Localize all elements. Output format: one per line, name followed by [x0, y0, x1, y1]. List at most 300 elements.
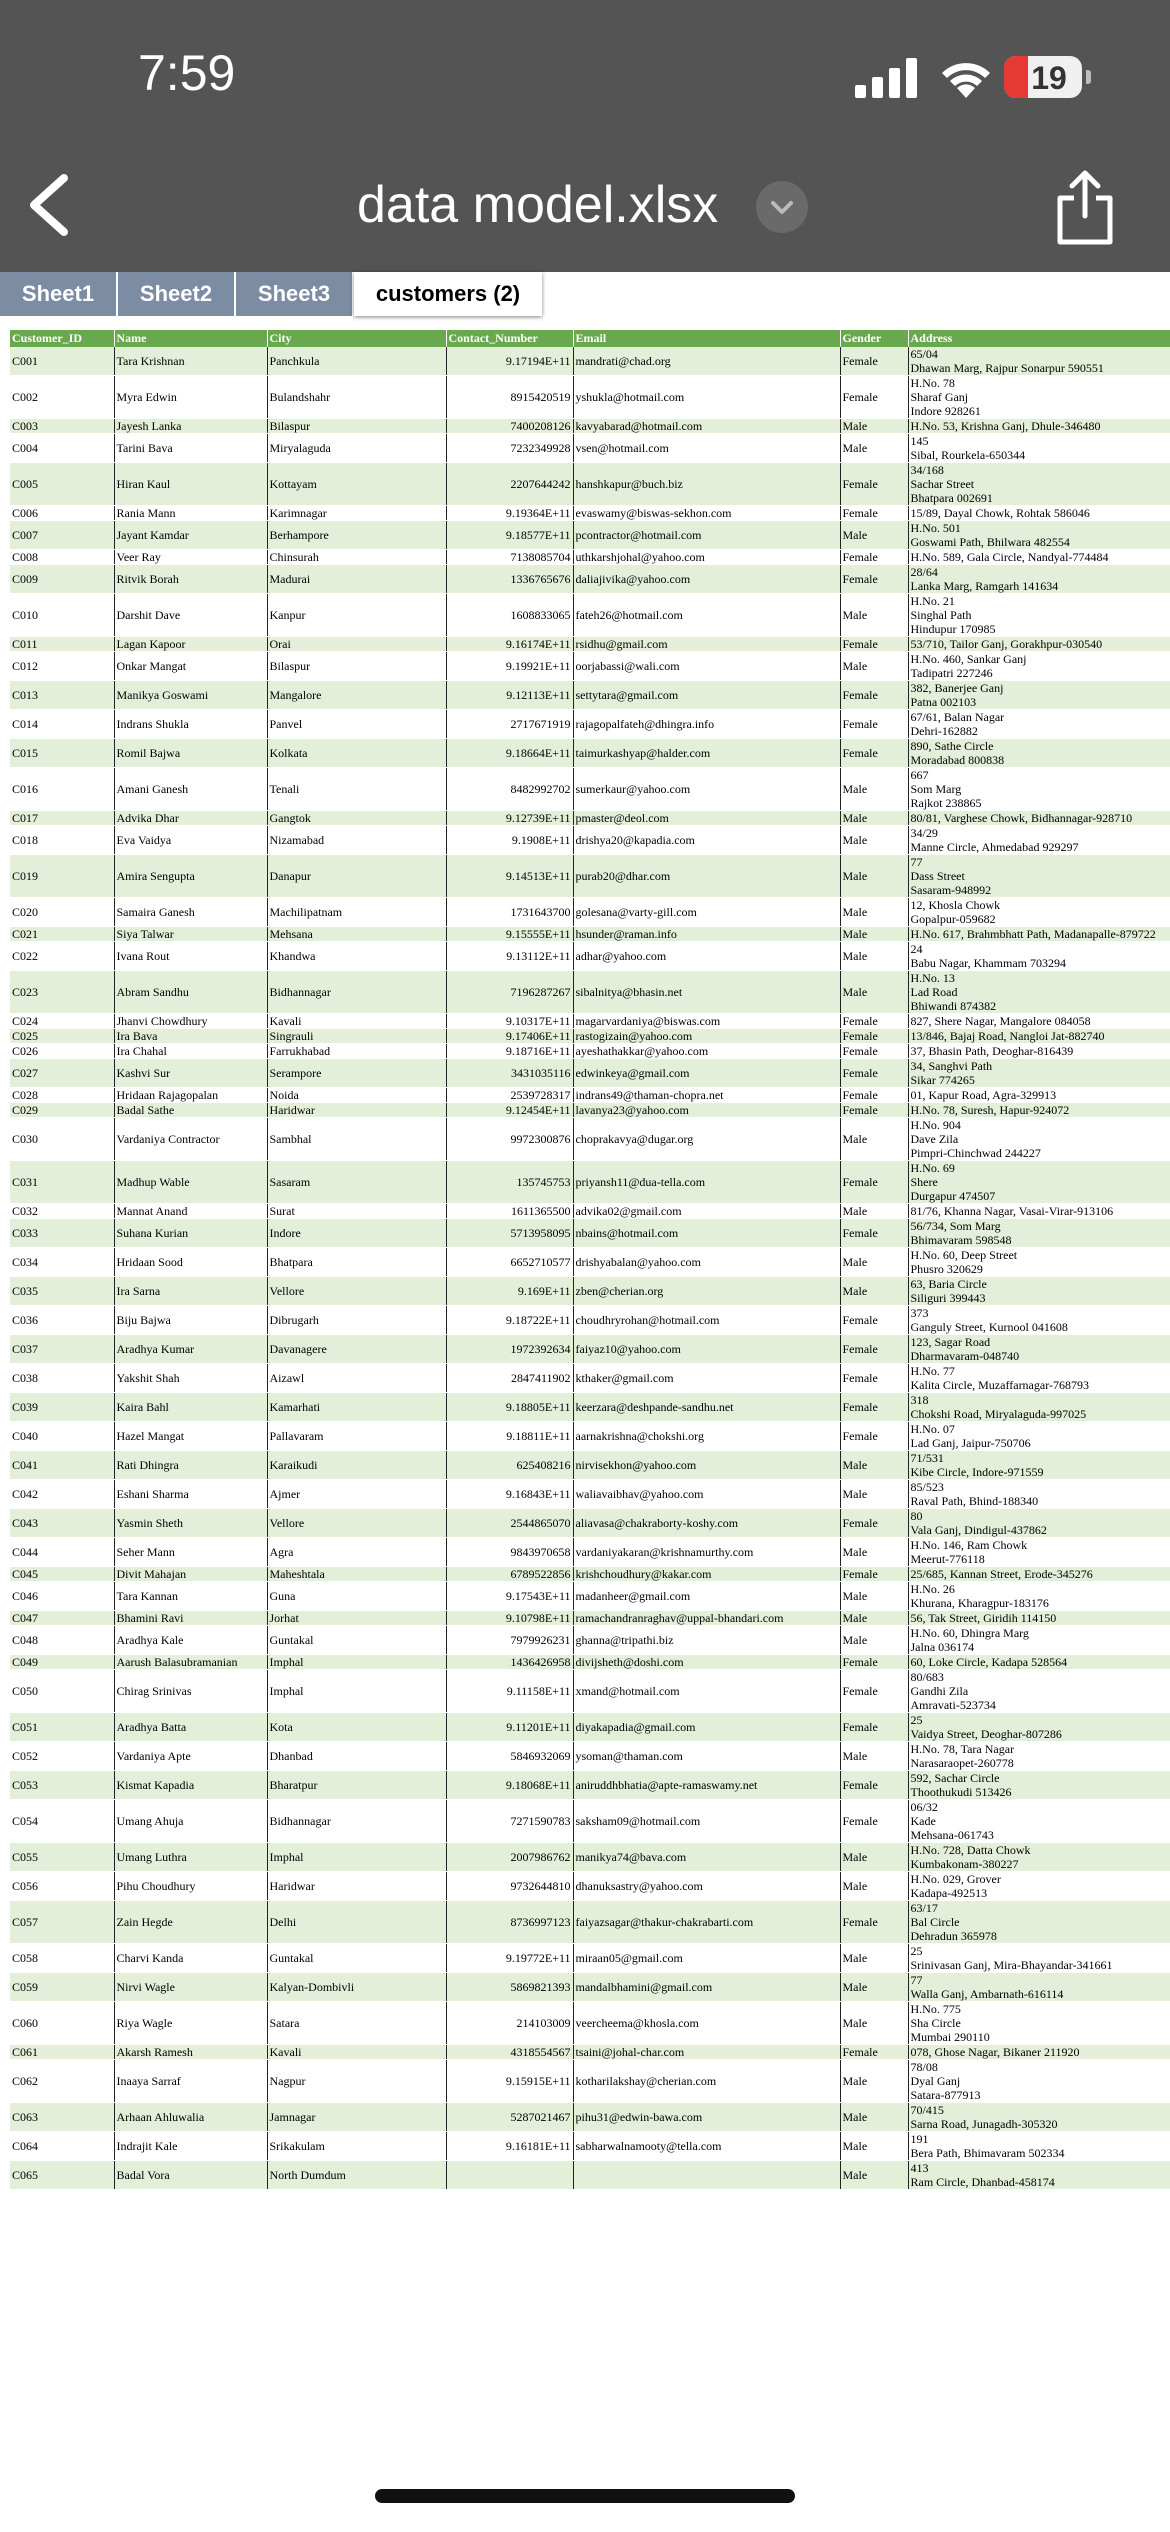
cell-email[interactable]: faiyaz10@yahoo.com [573, 1335, 840, 1364]
cell-city[interactable]: Guntakal [267, 1944, 446, 1973]
cell-customer-id[interactable]: C017 [10, 811, 114, 826]
cell-address[interactable]: 145 Sibal, Rourkela-650344 [908, 434, 1170, 463]
cell-customer-id[interactable]: C054 [10, 1800, 114, 1843]
cell-contact-number[interactable]: 2847411902 [446, 1364, 573, 1393]
cell-city[interactable]: Delhi [267, 1901, 446, 1944]
cell-city[interactable]: Guna [267, 1582, 446, 1611]
column-header-email[interactable]: Email [573, 330, 840, 347]
cell-city[interactable]: Karaikudi [267, 1451, 446, 1480]
cell-name[interactable]: Inaaya Sarraf [114, 2060, 267, 2103]
cell-name[interactable]: Riya Wagle [114, 2002, 267, 2045]
cell-customer-id[interactable]: C049 [10, 1655, 114, 1670]
cell-city[interactable]: Miryalaguda [267, 434, 446, 463]
cell-gender[interactable]: Female [840, 1670, 908, 1713]
tab-sheet2[interactable]: Sheet2 [118, 272, 234, 316]
cell-email[interactable]: dhanuksastry@yahoo.com [573, 1872, 840, 1901]
cell-address[interactable]: 373 Ganguly Street, Kurnool 041608 [908, 1306, 1170, 1335]
cell-gender[interactable]: Female [840, 637, 908, 652]
cell-contact-number[interactable]: 9732644810 [446, 1872, 573, 1901]
cell-address[interactable]: 70/415 Sarna Road, Junagadh-305320 [908, 2103, 1170, 2132]
cell-address[interactable]: 15/89, Dayal Chowk, Rohtak 586046 [908, 506, 1170, 521]
cell-gender[interactable]: Male [840, 971, 908, 1014]
cell-customer-id[interactable]: C032 [10, 1204, 114, 1219]
cell-customer-id[interactable]: C022 [10, 942, 114, 971]
cell-customer-id[interactable]: C045 [10, 1567, 114, 1582]
cell-city[interactable]: Vellore [267, 1509, 446, 1538]
cell-email[interactable]: pihu31@edwin-bawa.com [573, 2103, 840, 2132]
cell-contact-number[interactable]: 9972300876 [446, 1118, 573, 1161]
cell-customer-id[interactable]: C038 [10, 1364, 114, 1393]
title-dropdown-button[interactable] [756, 181, 808, 233]
cell-customer-id[interactable]: C035 [10, 1277, 114, 1306]
cell-address[interactable]: 80/683 Gandhi Zila Amravati-523734 [908, 1670, 1170, 1713]
cell-contact-number[interactable]: 2539728317 [446, 1088, 573, 1103]
cell-gender[interactable]: Male [840, 1277, 908, 1306]
cell-city[interactable]: Noida [267, 1088, 446, 1103]
cell-contact-number[interactable]: 8736997123 [446, 1901, 573, 1944]
cell-address[interactable]: H.No. 501 Goswami Path, Bhilwara 482554 [908, 521, 1170, 550]
cell-name[interactable]: Ritvik Borah [114, 565, 267, 594]
back-chevron-icon[interactable] [20, 170, 80, 240]
cell-customer-id[interactable]: C027 [10, 1059, 114, 1088]
cell-gender[interactable]: Female [840, 1422, 908, 1451]
cell-contact-number[interactable]: 9.18664E+11 [446, 739, 573, 768]
cell-email[interactable]: tsaini@johal-char.com [573, 2045, 840, 2060]
cell-city[interactable]: Madurai [267, 565, 446, 594]
cell-contact-number[interactable]: 4318554567 [446, 2045, 573, 2060]
cell-contact-number[interactable]: 9.10317E+11 [446, 1014, 573, 1029]
cell-city[interactable]: Bhatpara [267, 1248, 446, 1277]
cell-email[interactable]: kthaker@gmail.com [573, 1364, 840, 1393]
cell-contact-number[interactable]: 2007986762 [446, 1843, 573, 1872]
cell-name[interactable]: Hazel Mangat [114, 1422, 267, 1451]
column-header-customer-id[interactable]: Customer_ID [10, 330, 114, 347]
cell-city[interactable]: Machilipatnam [267, 898, 446, 927]
cell-customer-id[interactable]: C030 [10, 1118, 114, 1161]
cell-gender[interactable]: Male [840, 942, 908, 971]
cell-contact-number[interactable]: 2544865070 [446, 1509, 573, 1538]
cell-name[interactable]: Indrans Shukla [114, 710, 267, 739]
cell-city[interactable]: Panchkula [267, 347, 446, 376]
cell-address[interactable]: H.No. 78, Suresh, Hapur-924072 [908, 1103, 1170, 1118]
cell-city[interactable]: Kottayam [267, 463, 446, 506]
cell-email[interactable]: magarvardaniya@biswas.com [573, 1014, 840, 1029]
cell-name[interactable]: Myra Edwin [114, 376, 267, 419]
cell-gender[interactable]: Female [840, 1059, 908, 1088]
cell-name[interactable]: Tara Krishnan [114, 347, 267, 376]
cell-gender[interactable]: Male [840, 2103, 908, 2132]
cell-customer-id[interactable]: C039 [10, 1393, 114, 1422]
cell-customer-id[interactable]: C014 [10, 710, 114, 739]
cell-email[interactable]: fateh26@hotmail.com [573, 594, 840, 637]
cell-city[interactable]: Chinsurah [267, 550, 446, 565]
cell-email[interactable]: rsidhu@gmail.com [573, 637, 840, 652]
cell-customer-id[interactable]: C025 [10, 1029, 114, 1044]
cell-gender[interactable]: Female [840, 739, 908, 768]
cell-address[interactable]: H.No. 146, Ram Chowk Meerut-776118 [908, 1538, 1170, 1567]
cell-email[interactable]: aarnakrishna@chokshi.org [573, 1422, 840, 1451]
cell-contact-number[interactable]: 1336765676 [446, 565, 573, 594]
cell-address[interactable]: 25 Srinivasan Ganj, Mira-Bhayandar-341661 [908, 1944, 1170, 1973]
cell-name[interactable]: Divit Mahajan [114, 1567, 267, 1582]
cell-city[interactable]: Kavali [267, 2045, 446, 2060]
cell-contact-number[interactable]: 5846932069 [446, 1742, 573, 1771]
cell-city[interactable]: Aizawl [267, 1364, 446, 1393]
cell-customer-id[interactable]: C023 [10, 971, 114, 1014]
cell-name[interactable]: Indrajit Kale [114, 2132, 267, 2161]
cell-contact-number[interactable]: 9.16174E+11 [446, 637, 573, 652]
cell-gender[interactable]: Female [840, 1771, 908, 1800]
cell-customer-id[interactable]: C033 [10, 1219, 114, 1248]
cell-city[interactable]: North Dumdum [267, 2161, 446, 2190]
cell-address[interactable]: 318 Chokshi Road, Miryalaguda-997025 [908, 1393, 1170, 1422]
home-indicator[interactable] [375, 2489, 795, 2503]
cell-city[interactable]: Kanpur [267, 594, 446, 637]
cell-name[interactable]: Jayant Kamdar [114, 521, 267, 550]
cell-email[interactable]: sibalnitya@bhasin.net [573, 971, 840, 1014]
cell-city[interactable]: Bidhannagar [267, 971, 446, 1014]
column-header-address[interactable]: Address [908, 330, 1170, 347]
cell-contact-number[interactable]: 7979926231 [446, 1626, 573, 1655]
cell-address[interactable]: 01, Kapur Road, Agra-329913 [908, 1088, 1170, 1103]
cell-contact-number[interactable]: 5869821393 [446, 1973, 573, 2002]
cell-address[interactable]: 382, Banerjee Ganj Patna 002103 [908, 681, 1170, 710]
cell-contact-number[interactable]: 9.16843E+11 [446, 1480, 573, 1509]
cell-address[interactable]: 827, Shere Nagar, Mangalore 084058 [908, 1014, 1170, 1029]
cell-address[interactable]: 77 Walla Ganj, Ambarnath-616114 [908, 1973, 1170, 2002]
cell-name[interactable]: Ira Chahal [114, 1044, 267, 1059]
cell-address[interactable]: 56/734, Som Marg Bhimavaram 598548 [908, 1219, 1170, 1248]
cell-name[interactable]: Seher Mann [114, 1538, 267, 1567]
cell-address[interactable]: H.No. 53, Krishna Ganj, Dhule-346480 [908, 419, 1170, 434]
cell-address[interactable]: H.No. 26 Khurana, Kharagpur-183176 [908, 1582, 1170, 1611]
cell-name[interactable]: Veer Ray [114, 550, 267, 565]
cell-name[interactable]: Aradhya Kale [114, 1626, 267, 1655]
cell-address[interactable]: 06/32 Kade Mehsana-061743 [908, 1800, 1170, 1843]
cell-gender[interactable]: Female [840, 1306, 908, 1335]
tab-customers-2[interactable]: customers (2) [354, 272, 542, 316]
cell-contact-number[interactable]: 1436426958 [446, 1655, 573, 1670]
cell-address[interactable]: H.No. 775 Sha Circle Mumbai 290110 [908, 2002, 1170, 2045]
cell-customer-id[interactable]: C020 [10, 898, 114, 927]
cell-customer-id[interactable]: C008 [10, 550, 114, 565]
cell-address[interactable]: 667 Som Marg Rajkot 238865 [908, 768, 1170, 811]
cell-contact-number[interactable]: 9843970658 [446, 1538, 573, 1567]
cell-city[interactable]: Pallavaram [267, 1422, 446, 1451]
cell-customer-id[interactable]: C001 [10, 347, 114, 376]
cell-gender[interactable]: Male [840, 1843, 908, 1872]
cell-address[interactable]: 191 Bera Path, Bhimavaram 502334 [908, 2132, 1170, 2161]
cell-city[interactable]: Guntakal [267, 1626, 446, 1655]
cell-email[interactable]: aliavasa@chakraborty-koshy.com [573, 1509, 840, 1538]
cell-customer-id[interactable]: C021 [10, 927, 114, 942]
cell-email[interactable]: edwinkeya@gmail.com [573, 1059, 840, 1088]
cell-customer-id[interactable]: C009 [10, 565, 114, 594]
cell-city[interactable]: Haridwar [267, 1872, 446, 1901]
cell-address[interactable]: 81/76, Khanna Nagar, Vasai-Virar-913106 [908, 1204, 1170, 1219]
cell-address[interactable]: 25 Vaidya Street, Deoghar-807286 [908, 1713, 1170, 1742]
cell-name[interactable]: Ivana Rout [114, 942, 267, 971]
cell-name[interactable]: Chirag Srinivas [114, 1670, 267, 1713]
cell-contact-number[interactable]: 1972392634 [446, 1335, 573, 1364]
cell-address[interactable]: H.No. 69 Shere Durgapur 474507 [908, 1161, 1170, 1204]
cell-email[interactable]: waliavaibhav@yahoo.com [573, 1480, 840, 1509]
cell-contact-number[interactable]: 6652710577 [446, 1248, 573, 1277]
cell-contact-number[interactable]: 9.18577E+11 [446, 521, 573, 550]
cell-gender[interactable]: Female [840, 1335, 908, 1364]
cell-email[interactable]: faiyazsagar@thakur-chakrabarti.com [573, 1901, 840, 1944]
cell-city[interactable]: Kalyan-Dombivli [267, 1973, 446, 2002]
cell-customer-id[interactable]: C024 [10, 1014, 114, 1029]
tab-sheet1[interactable]: Sheet1 [0, 272, 116, 316]
cell-city[interactable]: Dibrugarh [267, 1306, 446, 1335]
cell-city[interactable]: Kamarhati [267, 1393, 446, 1422]
cell-contact-number[interactable]: 9.15555E+11 [446, 927, 573, 942]
column-header-name[interactable]: Name [114, 330, 267, 347]
cell-contact-number[interactable]: 9.18805E+11 [446, 1393, 573, 1422]
cell-address[interactable]: 413 Ram Circle, Dhanbad-458174 [908, 2161, 1170, 2190]
cell-gender[interactable]: Female [840, 1014, 908, 1029]
cell-city[interactable]: Davanagere [267, 1335, 446, 1364]
cell-gender[interactable]: Female [840, 1364, 908, 1393]
cell-gender[interactable]: Female [840, 1219, 908, 1248]
column-header-gender[interactable]: Gender [840, 330, 908, 347]
cell-gender[interactable]: Female [840, 1029, 908, 1044]
cell-contact-number[interactable]: 9.18811E+11 [446, 1422, 573, 1451]
cell-name[interactable]: Badal Sathe [114, 1103, 267, 1118]
cell-customer-id[interactable]: C043 [10, 1509, 114, 1538]
cell-customer-id[interactable]: C057 [10, 1901, 114, 1944]
cell-gender[interactable]: Male [840, 811, 908, 826]
cell-customer-id[interactable]: C044 [10, 1538, 114, 1567]
cell-address[interactable]: 56, Tak Street, Giridih 114150 [908, 1611, 1170, 1626]
cell-gender[interactable]: Male [840, 826, 908, 855]
cell-email[interactable]: sabharwalnamooty@tella.com [573, 2132, 840, 2161]
cell-customer-id[interactable]: C015 [10, 739, 114, 768]
cell-gender[interactable]: Male [840, 594, 908, 637]
cell-name[interactable]: Madhup Wable [114, 1161, 267, 1204]
cell-city[interactable]: Vellore [267, 1277, 446, 1306]
cell-email[interactable]: golesana@varty-gill.com [573, 898, 840, 927]
cell-customer-id[interactable]: C061 [10, 2045, 114, 2060]
cell-city[interactable]: Kota [267, 1713, 446, 1742]
cell-customer-id[interactable]: C053 [10, 1771, 114, 1800]
cell-city[interactable]: Sasaram [267, 1161, 446, 1204]
cell-name[interactable]: Yasmin Sheth [114, 1509, 267, 1538]
cell-gender[interactable]: Female [840, 565, 908, 594]
cell-address[interactable]: 63, Baria Circle Siliguri 399443 [908, 1277, 1170, 1306]
cell-email[interactable] [573, 2161, 840, 2190]
cell-customer-id[interactable]: C004 [10, 434, 114, 463]
cell-contact-number[interactable]: 8915420519 [446, 376, 573, 419]
cell-email[interactable]: miraan05@gmail.com [573, 1944, 840, 1973]
cell-name[interactable]: Amira Sengupta [114, 855, 267, 898]
cell-gender[interactable]: Female [840, 550, 908, 565]
cell-customer-id[interactable]: C064 [10, 2132, 114, 2161]
cell-email[interactable]: ayeshathakkar@yahoo.com [573, 1044, 840, 1059]
cell-address[interactable]: H.No. 460, Sankar Ganj Tadipatri 227246 [908, 652, 1170, 681]
cell-address[interactable]: H.No. 07 Lad Ganj, Jaipur-750706 [908, 1422, 1170, 1451]
cell-customer-id[interactable]: C005 [10, 463, 114, 506]
cell-name[interactable]: Ira Bava [114, 1029, 267, 1044]
cell-email[interactable]: divijsheth@doshi.com [573, 1655, 840, 1670]
cell-address[interactable]: 80 Vala Ganj, Dindigul-437862 [908, 1509, 1170, 1538]
cell-customer-id[interactable]: C003 [10, 419, 114, 434]
cell-gender[interactable]: Female [840, 1567, 908, 1582]
cell-gender[interactable]: Female [840, 681, 908, 710]
cell-customer-id[interactable]: C047 [10, 1611, 114, 1626]
cell-name[interactable]: Romil Bajwa [114, 739, 267, 768]
cell-email[interactable]: veercheema@khosla.com [573, 2002, 840, 2045]
cell-city[interactable]: Berhampore [267, 521, 446, 550]
cell-email[interactable]: kavyabarad@hotmail.com [573, 419, 840, 434]
cell-gender[interactable]: Male [840, 1944, 908, 1973]
cell-gender[interactable]: Female [840, 1044, 908, 1059]
cell-email[interactable]: hsunder@raman.info [573, 927, 840, 942]
cell-address[interactable]: H.No. 60, Dhingra Marg Jalna 036174 [908, 1626, 1170, 1655]
cell-email[interactable]: drishya20@kapadia.com [573, 826, 840, 855]
cell-email[interactable]: rajagopalfateh@dhingra.info [573, 710, 840, 739]
column-header-contact-number[interactable]: Contact_Number [446, 330, 573, 347]
cell-city[interactable]: Sambhal [267, 1118, 446, 1161]
cell-name[interactable]: Mannat Anand [114, 1204, 267, 1219]
cell-gender[interactable]: Male [840, 768, 908, 811]
cell-address[interactable]: 12, Khosla Chowk Gopalpur-059682 [908, 898, 1170, 927]
cell-customer-id[interactable]: C050 [10, 1670, 114, 1713]
cell-address[interactable]: H.No. 029, Grover Kadapa-492513 [908, 1872, 1170, 1901]
cell-gender[interactable]: Male [840, 898, 908, 927]
cell-email[interactable]: advika02@gmail.com [573, 1204, 840, 1219]
cell-customer-id[interactable]: C063 [10, 2103, 114, 2132]
cell-name[interactable]: Umang Luthra [114, 1843, 267, 1872]
cell-gender[interactable]: Male [840, 419, 908, 434]
cell-city[interactable]: Nizamabad [267, 826, 446, 855]
cell-city[interactable]: Jamnagar [267, 2103, 446, 2132]
cell-email[interactable]: xmand@hotmail.com [573, 1670, 840, 1713]
cell-contact-number[interactable]: 9.18068E+11 [446, 1771, 573, 1800]
cell-address[interactable]: H.No. 78, Tara Nagar Narasaraopet-260778 [908, 1742, 1170, 1771]
cell-email[interactable]: priyansh11@dua-tella.com [573, 1161, 840, 1204]
cell-customer-id[interactable]: C007 [10, 521, 114, 550]
cell-name[interactable]: Siya Talwar [114, 927, 267, 942]
cell-name[interactable]: Jayesh Lanka [114, 419, 267, 434]
cell-email[interactable]: yshukla@hotmail.com [573, 376, 840, 419]
cell-gender[interactable]: Male [840, 1872, 908, 1901]
cell-name[interactable]: Darshit Dave [114, 594, 267, 637]
cell-customer-id[interactable]: C006 [10, 506, 114, 521]
cell-name[interactable]: Advika Dhar [114, 811, 267, 826]
cell-email[interactable]: krishchoudhury@kakar.com [573, 1567, 840, 1582]
cell-name[interactable]: Rati Dhingra [114, 1451, 267, 1480]
cell-city[interactable]: Agra [267, 1538, 446, 1567]
cell-customer-id[interactable]: C040 [10, 1422, 114, 1451]
cell-email[interactable]: ramachandranraghav@uppal-bhandari.com [573, 1611, 840, 1626]
cell-name[interactable]: Samaira Ganesh [114, 898, 267, 927]
cell-contact-number[interactable]: 7196287267 [446, 971, 573, 1014]
cell-contact-number[interactable]: 9.1908E+11 [446, 826, 573, 855]
cell-address[interactable]: 34, Sanghvi Path Sikar 774265 [908, 1059, 1170, 1088]
cell-name[interactable]: Amani Ganesh [114, 768, 267, 811]
cell-contact-number[interactable]: 7400208126 [446, 419, 573, 434]
tab-sheet3[interactable]: Sheet3 [236, 272, 352, 316]
cell-contact-number[interactable] [446, 2161, 573, 2190]
cell-gender[interactable]: Male [840, 1611, 908, 1626]
cell-address[interactable]: H.No. 78 Sharaf Ganj Indore 928261 [908, 376, 1170, 419]
cell-name[interactable]: Bhamini Ravi [114, 1611, 267, 1626]
cell-city[interactable]: Dhanbad [267, 1742, 446, 1771]
cell-contact-number[interactable]: 214103009 [446, 2002, 573, 2045]
cell-name[interactable]: Manikya Goswami [114, 681, 267, 710]
cell-name[interactable]: Zain Hegde [114, 1901, 267, 1944]
cell-customer-id[interactable]: C013 [10, 681, 114, 710]
cell-city[interactable]: Serampore [267, 1059, 446, 1088]
cell-gender[interactable]: Female [840, 1088, 908, 1103]
cell-customer-id[interactable]: C012 [10, 652, 114, 681]
cell-address[interactable]: 77 Dass Street Sasaram-948992 [908, 855, 1170, 898]
cell-customer-id[interactable]: C042 [10, 1480, 114, 1509]
cell-address[interactable]: 34/29 Manne Circle, Ahmedabad 929297 [908, 826, 1170, 855]
cell-name[interactable]: Pihu Choudhury [114, 1872, 267, 1901]
cell-email[interactable]: nbains@hotmail.com [573, 1219, 840, 1248]
cell-gender[interactable]: Male [840, 521, 908, 550]
cell-name[interactable]: Tarini Bava [114, 434, 267, 463]
cell-city[interactable]: Indore [267, 1219, 446, 1248]
cell-customer-id[interactable]: C016 [10, 768, 114, 811]
cell-gender[interactable]: Female [840, 463, 908, 506]
cell-address[interactable]: H.No. 904 Dave Zila Pimpri-Chinchwad 244227 [908, 1118, 1170, 1161]
cell-address[interactable]: H.No. 21 Singhal Path Hindupur 170985 [908, 594, 1170, 637]
cell-city[interactable]: Khandwa [267, 942, 446, 971]
cell-email[interactable]: uthkarshjohal@yahoo.com [573, 550, 840, 565]
cell-name[interactable]: Abram Sandhu [114, 971, 267, 1014]
cell-city[interactable]: Nagpur [267, 2060, 446, 2103]
cell-contact-number[interactable]: 7232349928 [446, 434, 573, 463]
cell-customer-id[interactable]: C019 [10, 855, 114, 898]
cell-contact-number[interactable]: 9.19364E+11 [446, 506, 573, 521]
cell-address[interactable]: H.No. 13 Lad Road Bhiwandi 874382 [908, 971, 1170, 1014]
cell-customer-id[interactable]: C036 [10, 1306, 114, 1335]
cell-email[interactable]: pcontractor@hotmail.com [573, 521, 840, 550]
cell-customer-id[interactable]: C056 [10, 1872, 114, 1901]
cell-address[interactable]: H.No. 617, Brahmbhatt Path, Madanapalle-879722 [908, 927, 1170, 942]
cell-address[interactable]: 65/04 Dhawan Marg, Rajpur Sonarpur 590551 [908, 347, 1170, 376]
cell-email[interactable]: manikya74@bava.com [573, 1843, 840, 1872]
cell-contact-number[interactable]: 2717671919 [446, 710, 573, 739]
cell-contact-number[interactable]: 9.18722E+11 [446, 1306, 573, 1335]
cell-city[interactable]: Haridwar [267, 1103, 446, 1118]
cell-gender[interactable]: Male [840, 1480, 908, 1509]
cell-address[interactable]: 123, Sagar Road Dharmavaram-048740 [908, 1335, 1170, 1364]
cell-address[interactable]: 078, Ghose Nagar, Bikaner 211920 [908, 2045, 1170, 2060]
cell-gender[interactable]: Male [840, 1248, 908, 1277]
cell-gender[interactable]: Female [840, 1103, 908, 1118]
cell-contact-number[interactable]: 9.14513E+11 [446, 855, 573, 898]
cell-contact-number[interactable]: 9.18716E+11 [446, 1044, 573, 1059]
cell-email[interactable]: ysoman@thaman.com [573, 1742, 840, 1771]
cell-customer-id[interactable]: C011 [10, 637, 114, 652]
cell-gender[interactable]: Male [840, 855, 908, 898]
cell-contact-number[interactable]: 9.12454E+11 [446, 1103, 573, 1118]
cell-email[interactable]: rastogizain@yahoo.com [573, 1029, 840, 1044]
cell-gender[interactable]: Male [840, 434, 908, 463]
cell-customer-id[interactable]: C048 [10, 1626, 114, 1655]
cell-gender[interactable]: Female [840, 376, 908, 419]
cell-address[interactable]: 71/531 Kibe Circle, Indore-971559 [908, 1451, 1170, 1480]
cell-email[interactable]: oorjabassi@wali.com [573, 652, 840, 681]
cell-name[interactable]: Charvi Kanda [114, 1944, 267, 1973]
cell-contact-number[interactable]: 9.19921E+11 [446, 652, 573, 681]
cell-city[interactable]: Kolkata [267, 739, 446, 768]
